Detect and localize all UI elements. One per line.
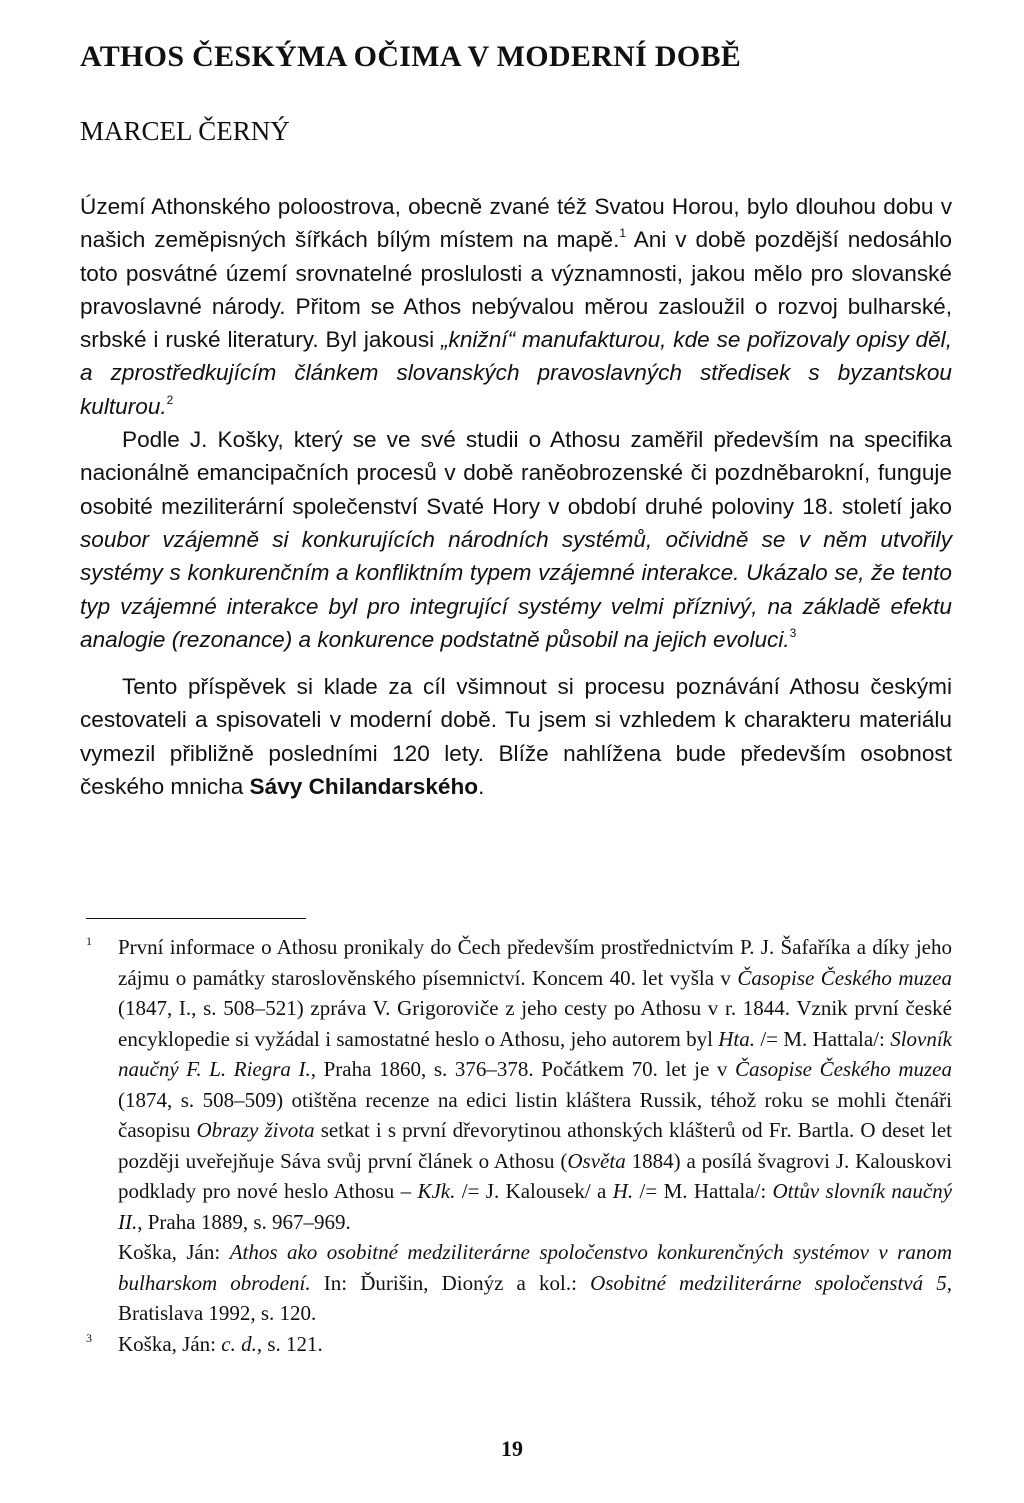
footnote-1 [80, 932, 952, 1237]
paragraph-1-text-b: Ani v době pozdější nedosáhlo toto posvátné území srovnatelné proslulosti a významnosti, jakou mělo pro slovanské pravoslavné národy. Přitom se Athos nebývalou měrou zasloužil o rozvoj bulharské, srbské i ruské literatury. Byl jakousi [80, 227, 952, 353]
footnote-1-italic: Ottův slovník naučný II. [118, 1179, 953, 1234]
footnote-3-text: Koška, Ján: [118, 1331, 222, 1356]
footnote-1-text: (1874, s. 508–509) otištěna recenze na edici listin kláštera Russik, téhož roku se mohli čtenáři časopisu [118, 1087, 952, 1142]
footnote-1-text: /= J. Kalousek/ a [455, 1179, 613, 1203]
footnote-3-italic: c. d. [221, 1331, 257, 1356]
paragraph-2-quote: soubor vzájemně si konkurujících národních systémů, očividně se v něm utvořily systémy s konkurenčním a konfliktním typem vzájemné interakce. Ukázalo se, že tento typ vzájemné interakce byl pro integrující systémy velmi příznivý, na základě efektu analogie (rezonance) a konkurence podstatně působil na jejich evoluci. [80, 526, 952, 652]
footnote-ref-3: 3 [789, 625, 797, 640]
article-title: ATHOS ČESKÝMA OČIMA V MODERNÍ DOBĚ [80, 40, 742, 73]
footnote-1-text: 1884) a posílá švagrovi J. Kalouskovi podklady pro nové heslo Athosu – [118, 1148, 953, 1203]
paragraph-3-text: Tento příspěvek si klade za cíl všimnout si procesu poznávání Athosu českými cestovateli a spisovateli v moderní době. Tu jsem si vzhledem k charakteru materiálu vymezil přibližně posledními 120 lety. Blíže nahlížena bude především osobnost českého mnicha [80, 674, 952, 800]
footnote-ref-2: 2 [166, 392, 174, 407]
paragraph-2 [80, 423, 952, 656]
footnote-1-number: 1 [86, 934, 92, 948]
footnotes [80, 932, 952, 1359]
paragraph-3 [80, 670, 952, 803]
footnote-3 [80, 1329, 952, 1360]
footnote-1-text: /= M. Hattala/: [633, 1179, 773, 1203]
paragraph-1-italic: „knižní“ manufakturou, kde se pořizovaly opisy děl, a zprostředkujícím článkem slovanských pravoslavných středisek s byzantskou kulturou. [80, 327, 952, 419]
paragraph-1 [80, 190, 952, 423]
paragraph-3-bold-name: Sávy Chilandarského [249, 774, 479, 800]
footnote-2-text: , Bratislava 1992, s. 120. [118, 1270, 953, 1325]
footnote-2 [80, 1237, 952, 1329]
footnote-1-italic: Obrazy života [196, 1118, 315, 1142]
footnote-ref-1: 1 [619, 226, 627, 241]
paragraph-3-end: . [478, 774, 485, 800]
footnote-1-italic: H. [612, 1179, 634, 1203]
footnote-1-italic: Hta. [718, 1026, 756, 1051]
author-name: MARCEL ČERNÝ [80, 116, 290, 146]
footnote-1-italic: KJk. [417, 1179, 456, 1203]
footnote-1-italic: Časopise Českého muzea [734, 1057, 952, 1081]
footnote-divider [86, 918, 306, 919]
article-body [80, 190, 952, 803]
footnote-1-text: /= M. Hattala/: [755, 1026, 891, 1051]
footnote-3-number: 3 [86, 1330, 92, 1345]
footnote-1-text: setkat i s první dřevorytinou athonských klášterů od Fr. Bartla. O deset let později uveřejňuje Sáva svůj první článek o Athosu ( [118, 1118, 952, 1173]
footnote-1-italic: Osvěta [567, 1148, 626, 1173]
footnote-1-text: První informace o Athosu pronikaly do Čech především prostřednictvím P. J. Šafaříka a díky jeho zájmu o památky staroslověnského písemnictví. Koncem 40. let vyšla v [118, 935, 952, 990]
footnote-1-italic: Časopise Českého muzea [737, 965, 952, 990]
page-number: 19 [501, 1436, 523, 1461]
paragraph-2-text: Podle J. Košky, který se ve své studii o Athosu zaměřil především na specifika nacionálně emancipačních procesů v době raněobrozenské či pozdněbarokní, funguje osobité meziliterární společenství Svaté Hory v období druhé poloviny 18. století jako [80, 427, 952, 519]
footnote-2-text: In: Ďurišin, Dionýz a kol.: [310, 1270, 591, 1295]
footnote-1-text: , Praha 1889, s. 967–969. [137, 1209, 351, 1234]
footnote-2-italic: Athos ako osobitné medziliterárne spoločenstvo konkurenčných systémov v ranom bulharskom obrodení. [118, 1240, 952, 1295]
footnote-3-text: , s. 121. [256, 1331, 323, 1356]
footnote-2-text: Koška, Ján: [118, 1240, 230, 1264]
footnote-1-text: (1847, I., s. 508–521) zpráva V. Grigoroviče z jeho cesty po Athosu v r. 1844. Vznik první české encyklopedie si vyžádal i samostatné heslo o Athosu, jeho autorem byl [118, 996, 952, 1051]
footnote-1-text: , Praha 1860, s. 376–378. Počátkem 70. let je v [310, 1057, 735, 1081]
footnote-1-italic: Slovník naučný F. L. Riegra I. [118, 1026, 952, 1081]
paragraph-1-text-a: Území Athonského poloostrova, obecně zvané též Svatou Horou, bylo dlouhou dobu v našich zeměpisných šířkách bílým místem na mapě. [80, 194, 952, 253]
footnote-2-italic: Osobitné medziliterárne spoločenstvá 5 [590, 1270, 947, 1295]
